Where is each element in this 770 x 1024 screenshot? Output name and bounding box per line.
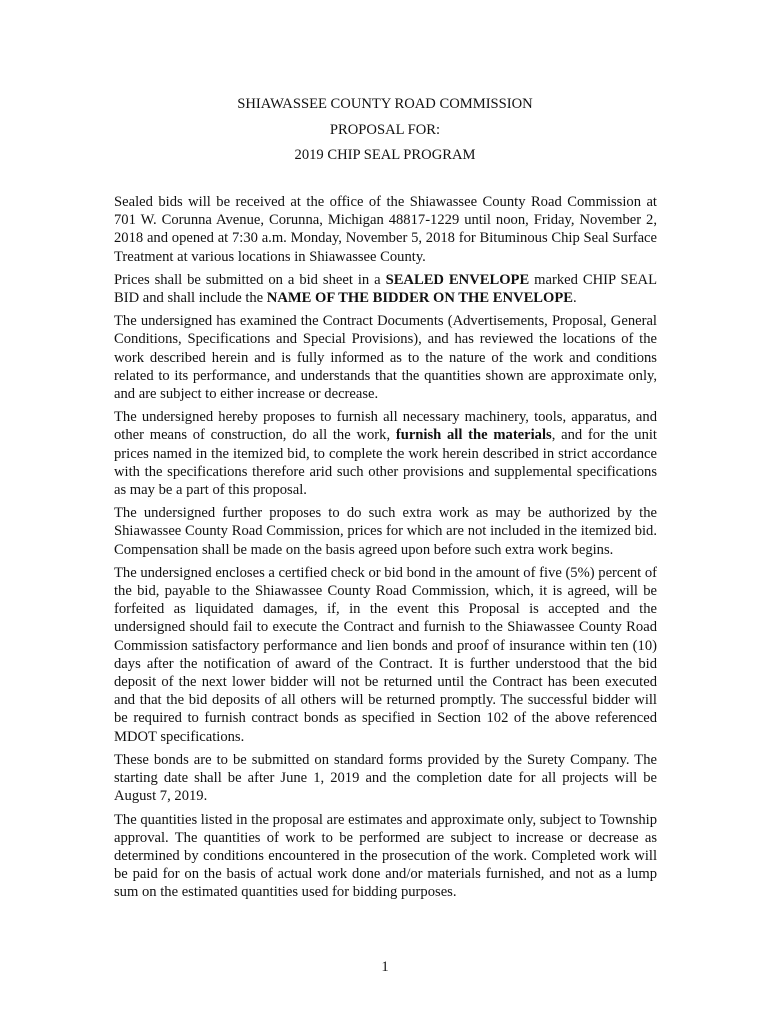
paragraph-quantities: The quantities listed in the proposal are estimates and approximate only, subject to Township approval. The quantities of work to be performed are subject to increase or decrease as determined by conditions encountered in the prosecution of the work. Completed work will be paid for on the basis of actual work done and/or materials furnished, and not as a lump sum on the estimated quantities used for bidding purposes. [114, 811, 657, 901]
header-agency: SHIAWASSEE COUNTY ROAD COMMISSION [237, 96, 533, 112]
bold-sealed-envelope: SEALED ENVELOPE [385, 271, 530, 288]
paragraph-bonds-dates: These bonds are to be submitted on standard forms provided by the Surety Company. The starting date shall be after June 1, 2019 and the completion date for all projects will be August 7, 2019. [114, 751, 657, 805]
bold-bidder-name: NAME OF THE BIDDER ON THE ENVELOPE [266, 290, 574, 307]
text-run: Prices shall be submitted on a bid sheet in a [114, 271, 386, 288]
text-run: , and for the unit prices named in the itemized bid, to complete the work herein described in strict accordance with the specifications therefore arid such other provisions and supplemental specifications as may be a part of this proposal. [114, 427, 657, 499]
text-run: The undersigned hereby proposes to furnish all necessary machinery, tools, apparatus, and other means of construction, do all the work, [114, 409, 657, 444]
paragraph-extra-work: The undersigned further proposes to do such extra work as may be authorized by the Shiawassee County Road Commission, prices for which are not included in the itemized bid. Compensation shall be made on the basis agreed upon before such extra work begins. [114, 505, 657, 558]
text-run: . [573, 290, 577, 307]
paragraph-prices [114, 271, 657, 307]
header-program-title: 2019 CHIP SEAL PROGRAM [294, 147, 476, 163]
paragraph-furnish [114, 408, 657, 499]
document-header [0, 92, 770, 169]
text-run: marked CHIP SEAL BID and shall include the [114, 271, 657, 307]
paragraph-examined: The undersigned has examined the Contract Documents (Advertisements, Proposal, General Conditions, Specifications and Special Provisions), and has reviewed the locations of the work described herein and is fully informed as to the nature of the work and conditions related to its performance, and understands that the quantities shown are approximate only, and are subject to either increase or decrease. [114, 313, 657, 403]
paragraph-sealed-bids: Sealed bids will be received at the office of the Shiawassee County Road Commission at 701 W. Corunna Avenue, Corunna, Michigan 48817-1229 until noon, Friday, November 2, 2018 and opened at 7:30 a.m. Monday, November 5, 2018 for Bituminous Chip Seal Surface Treatment at various locations in Shiawassee County. [114, 194, 657, 265]
header-proposal-for: PROPOSAL FOR: [329, 121, 441, 138]
paragraph-bid-bond: The undersigned encloses a certified check or bid bond in the amount of five (5%) percent of the bid, payable to the Shiawassee County Road Commission, which, it is agreed, will be forfeited as liquidated damages, if, in the event this Proposal is accepted and the undersigned should fail to execute the Contract and furnish to the Shiawassee County Road Commission satisfactory performance and lien bonds and proof of insurance within ten (10) days after the notification of award of the Contract. It is further understood that the bid deposit of the next lower bidder will not be returned until the Contract has been executed and that the bid deposits of all others will be returned promptly. The successful bidder will be required to furnish contract bonds as specified in Section 102 of the above referenced MDOT specifications. [114, 564, 658, 745]
document-body [114, 193, 657, 907]
page-number: 1 [381, 959, 389, 975]
bold-furnish-materials: furnish all the materials [395, 427, 552, 444]
